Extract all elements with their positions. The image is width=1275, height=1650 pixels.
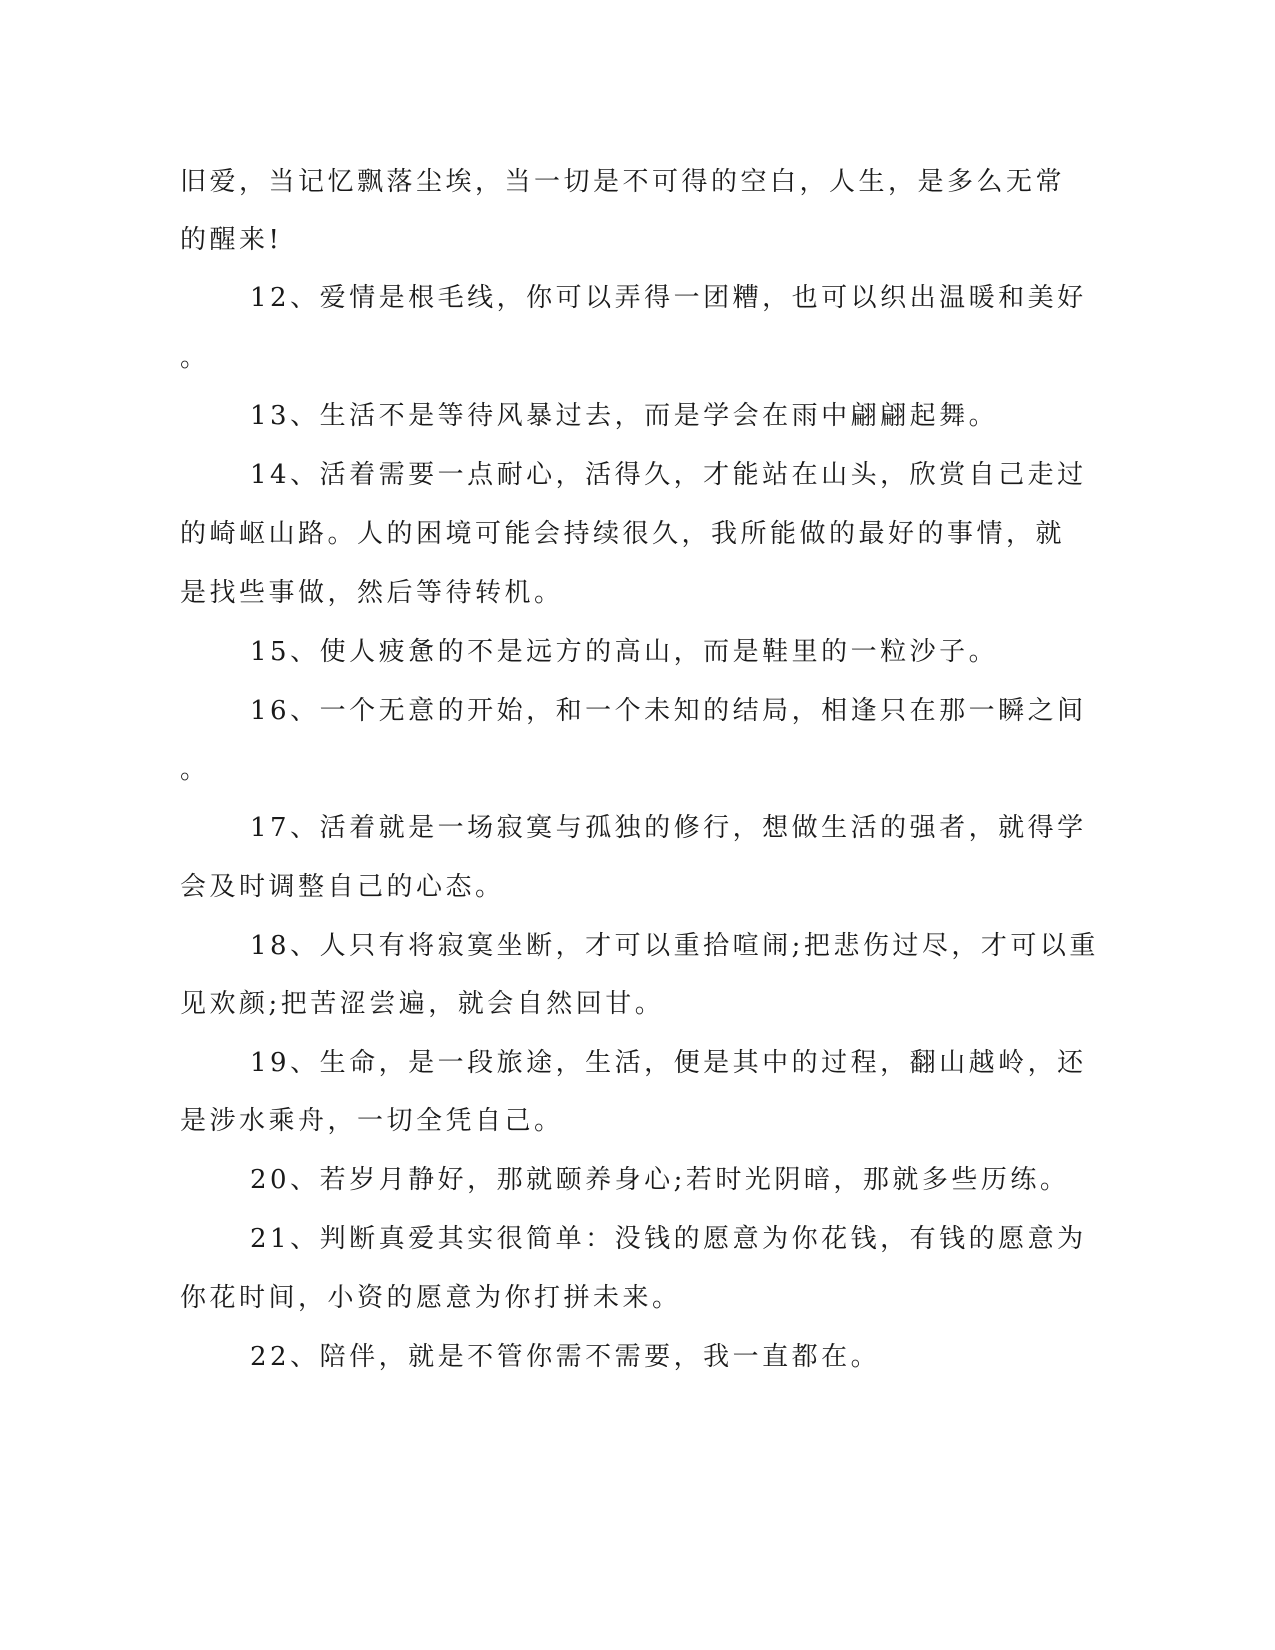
text-line: 旧爱，当记忆飘落尘埃，当一切是不可得的空白，人生，是多么无常 [180, 167, 1066, 197]
text-line: 13、生活不是等待风暴过去，而是学会在雨中翩翩起舞。 [250, 401, 999, 431]
text-line: 。 [180, 343, 210, 373]
text-line: 17、活着就是一场寂寞与孤独的修行，想做生活的强者，就得学 [250, 813, 1087, 843]
text-line: 18、人只有将寂寞坐断，才可以重拾喧闹;把悲伤过尽，才可以重 [250, 931, 1099, 961]
text-line: 的醒来! [180, 225, 283, 255]
text-line: 19、生命，是一段旅途，生活，便是其中的过程，翻山越岭，还 [250, 1048, 1087, 1078]
text-line: 。 [180, 755, 210, 785]
text-line: 是涉水乘舟，一切全凭自己。 [180, 1106, 564, 1136]
text-line: 16、一个无意的开始，和一个未知的结局，相逢只在那一瞬之间 [250, 696, 1087, 726]
text-line: 会及时调整自己的心态。 [180, 872, 505, 902]
text-line: 12、爱情是根毛线，你可以弄得一团糟，也可以织出温暖和美好 [250, 283, 1087, 313]
text-line: 20、若岁月静好，那就颐养身心;若时光阴暗，那就多些历练。 [250, 1165, 1070, 1195]
text-line: 你花时间，小资的愿意为你打拼未来。 [180, 1283, 682, 1313]
text-line: 15、使人疲惫的不是远方的高山，而是鞋里的一粒沙子。 [250, 637, 999, 667]
text-line: 21、判断真爱其实很简单：没钱的愿意为你花钱，有钱的愿意为 [250, 1224, 1087, 1254]
text-line: 22、陪伴，就是不管你需不需要，我一直都在。 [250, 1342, 881, 1372]
text-line: 14、活着需要一点耐心，活得久，才能站在山头，欣赏自己走过 [250, 460, 1087, 490]
text-line: 见欢颜;把苦涩尝遍，就会自然回甘。 [180, 989, 665, 1019]
text-line: 的崎岖山路。人的困境可能会持续很久，我所能做的最好的事情，就 [180, 519, 1066, 549]
text-line: 是找些事做，然后等待转机。 [180, 578, 564, 608]
